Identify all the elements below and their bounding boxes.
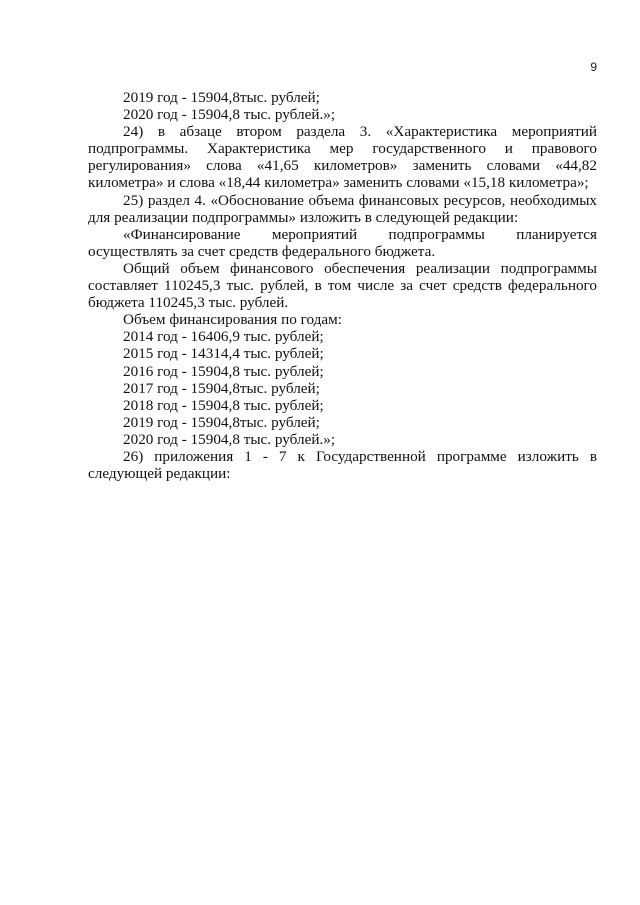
quote-line-2: осуществлять за счет средств федерального бюджета. — [88, 242, 436, 260]
page-number: 9 — [590, 60, 597, 74]
year-line: 2015 год - 14314,4 тыс. рублей; — [123, 345, 324, 363]
year-line: 2019 год - 15904,8тыс. рублей; — [123, 413, 320, 431]
quote-line-1: «Финансирование мероприятий подпрограммы планируется — [123, 225, 597, 243]
year-line: 2020 год - 15904,8 тыс. рублей.»; — [123, 430, 336, 448]
by-years-heading: Объем финансирования по годам: — [123, 311, 342, 329]
year-line: 2016 год - 15904,8 тыс. рублей; — [123, 362, 324, 380]
paragraph-25: 25) раздел 4. «Обоснование объема финансовых ресурсов, необходимых для реализации подпрограммы» изложить в следующей редакции: — [88, 191, 597, 226]
paragraph-26: 26) приложения 1 - 7 к Государственной программе изложить в следующей редакции: — [88, 447, 597, 483]
year-line: 2014 год - 16406,9 тыс. рублей; — [123, 328, 324, 346]
paragraph-total: Общий объем финансового обеспечения реализации подпрограммы составляет 110245,3 тыс. рублей, в том числе за счет средств федерального бюджета 110245,3 тыс. рублей. — [88, 259, 597, 312]
text-line-2019: 2019 год - 15904,8тыс. рублей; — [123, 89, 320, 106]
year-line: 2017 год - 15904,8тыс. рублей; — [123, 379, 320, 397]
document-body — [88, 89, 597, 482]
year-line: 2018 год - 15904,8 тыс. рублей; — [123, 396, 324, 414]
paragraph-24: 24) в абзаце втором раздела 3. «Характеристика мероприятий подпрограммы. Характеристика мер государственного и правового регулирования» слова «41,65 километров» заменить словами «44,82 километра» и слова «18,44 километра» заменить словами «15,18 километра»; — [88, 123, 597, 192]
text-line-2020: 2020 год - 15904,8 тыс. рублей.»; — [123, 106, 336, 124]
